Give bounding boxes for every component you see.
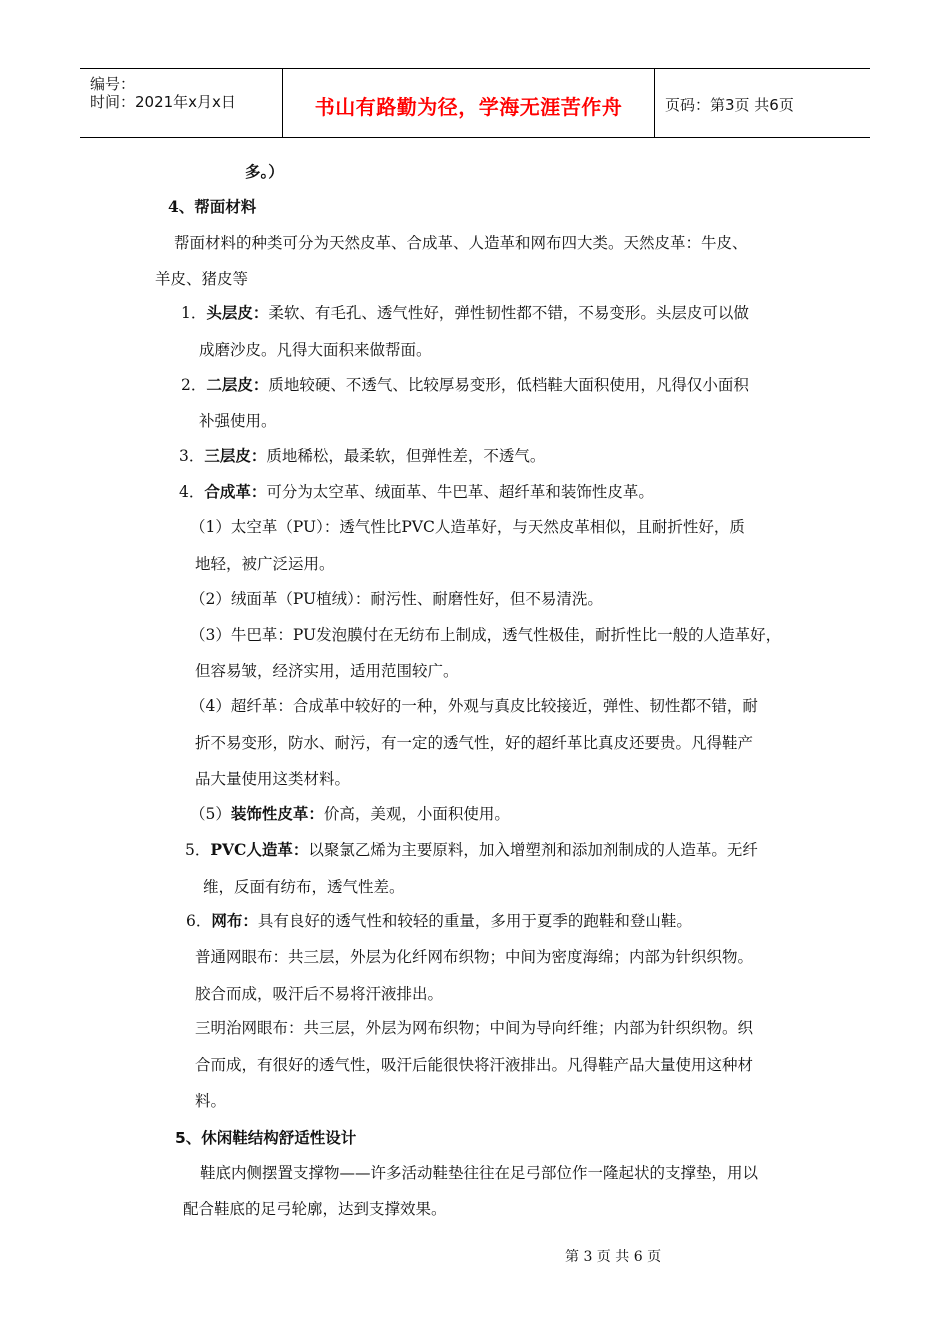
item-term: 网布： [211, 911, 258, 930]
item-text: 价高，美观，小面积使用。 [323, 805, 510, 823]
list-item-split-leather [181, 375, 749, 395]
list-item-continuation: 成磨沙皮。凡得大面积来做帮面。 [199, 341, 432, 359]
paragraph-line: 料。 [195, 1092, 227, 1110]
header-page-info: 页码：第3页 共6页 [665, 96, 794, 114]
sub-item-suede: （2）绒面革（PU植绒）：耐污性、耐磨性好，但不易清洗。 [190, 590, 603, 608]
item-number: 4． [179, 483, 205, 501]
item-term: 二层皮： [206, 375, 269, 394]
item-term: 头层皮： [206, 303, 269, 322]
paragraph-regular-mesh: 普通网眼布：共三层，外层为化纤网布织物；中间为密度海绵；内部为针织织物。 [195, 948, 754, 966]
paragraph-line: 鞋底内侧摆置支撑物——许多活动鞋垫往往在足弓部位作一隆起状的支撑垫，用以 [200, 1164, 759, 1182]
item-text: 以聚氯乙烯为主要原料，加入增塑剂和添加剂制成的人造革。无纤 [308, 841, 758, 859]
header-page-cell [655, 69, 870, 137]
section-heading-upper-materials: 4、帮面材料 [168, 197, 257, 216]
sub-item-microfiber: （4）超纤革：合成革中较好的一种，外观与真皮比较接近，弹性、韧性都不错，耐 [190, 697, 758, 715]
list-item-third-layer [179, 446, 545, 466]
section-heading-comfort-design: 5、休闲鞋结构舒适性设计 [175, 1129, 357, 1147]
sub-item-continuation: 地轻，被广泛运用。 [195, 555, 335, 573]
continuation-line: 多。） [245, 162, 284, 181]
list-item-mesh [186, 911, 692, 931]
item-number: 2． [181, 376, 207, 394]
sub-item-continuation: 折不易变形，防水、耐污，有一定的透气性，好的超纤革比真皮还要贵。凡得鞋产 [195, 734, 754, 752]
header-info-cell [80, 69, 283, 137]
item-text: 具有良好的透气性和较轻的重量，多用于夏季的跑鞋和登山鞋。 [257, 912, 692, 930]
list-item-synthetic-leather [179, 482, 654, 502]
item-number: （5） [190, 805, 231, 823]
paragraph-line: 配合鞋底的足弓轮廓，达到支撑效果。 [183, 1200, 447, 1218]
sub-item-space-leather: （1）太空革（PU）：透气性比PVC人造革好，与天然皮革相似，且耐折性好，质 [190, 518, 745, 536]
list-item-continuation: 维，反面有纺布，透气性差。 [203, 878, 405, 896]
paragraph-line: 胶合而成，吸汗后不易将汗液排出。 [195, 985, 444, 1003]
paragraph-line: 合而成，有很好的透气性，吸汗后能很快将汗液排出。凡得鞋产品大量使用这种材 [195, 1056, 754, 1074]
list-item-continuation: 补强使用。 [199, 412, 277, 430]
sub-item-nubuck: （3）牛巴革：PU发泡膜付在无纺布上制成，透气性极佳，耐折性比一般的人造革好， [190, 626, 782, 644]
list-item-pvc-leather [185, 840, 758, 860]
paragraph-sandwich-mesh: 三明治网眼布：共三层，外层为网布织物；中间为导向纤维；内部为针织织物。织 [195, 1019, 754, 1037]
item-number: 5． [185, 841, 211, 859]
paragraph-line: 帮面材料的种类可分为天然皮革、合成革、人造革和网布四大类。天然皮革：牛皮、 [174, 234, 748, 252]
item-number: 6． [186, 912, 212, 930]
item-number: 3． [179, 447, 205, 465]
sub-item-continuation: 品大量使用这类材料。 [195, 770, 351, 788]
item-term: 合成革： [204, 482, 267, 501]
document-number-label: 编号： [90, 75, 136, 93]
sub-item-continuation: 但容易皱，经济实用，适用范围较广。 [195, 662, 459, 680]
item-term: PVC人造革： [210, 840, 309, 859]
item-number: 1． [181, 304, 207, 322]
page-footer: 第 3 页 共 6 页 [565, 1249, 662, 1265]
item-text: 质地稀松，最柔软，但弹性差，不透气。 [266, 447, 546, 465]
header-motto-cell [283, 69, 655, 137]
paragraph-line: 羊皮、猪皮等 [155, 270, 249, 288]
item-text: 可分为太空革、绒面革、牛巴革、超纤革和装饰性皮革。 [266, 483, 654, 501]
document-date-label: 时间：2021年x月x日 [90, 93, 236, 111]
sub-item-decorative-leather [190, 804, 510, 824]
document-header [80, 68, 870, 138]
item-text: 柔软、有毛孔、透气性好，弹性韧性都不错，不易变形。头层皮可以做 [268, 304, 749, 322]
list-item-top-grain [181, 303, 749, 323]
item-term: 装饰性皮革： [230, 804, 324, 823]
item-text: 质地较硬、不透气、比较厚易变形，低档鞋大面积使用，凡得仅小面积 [268, 376, 749, 394]
item-term: 三层皮： [204, 446, 267, 465]
header-motto: 书山有路勤为径，学海无涯苦作舟 [314, 95, 623, 119]
